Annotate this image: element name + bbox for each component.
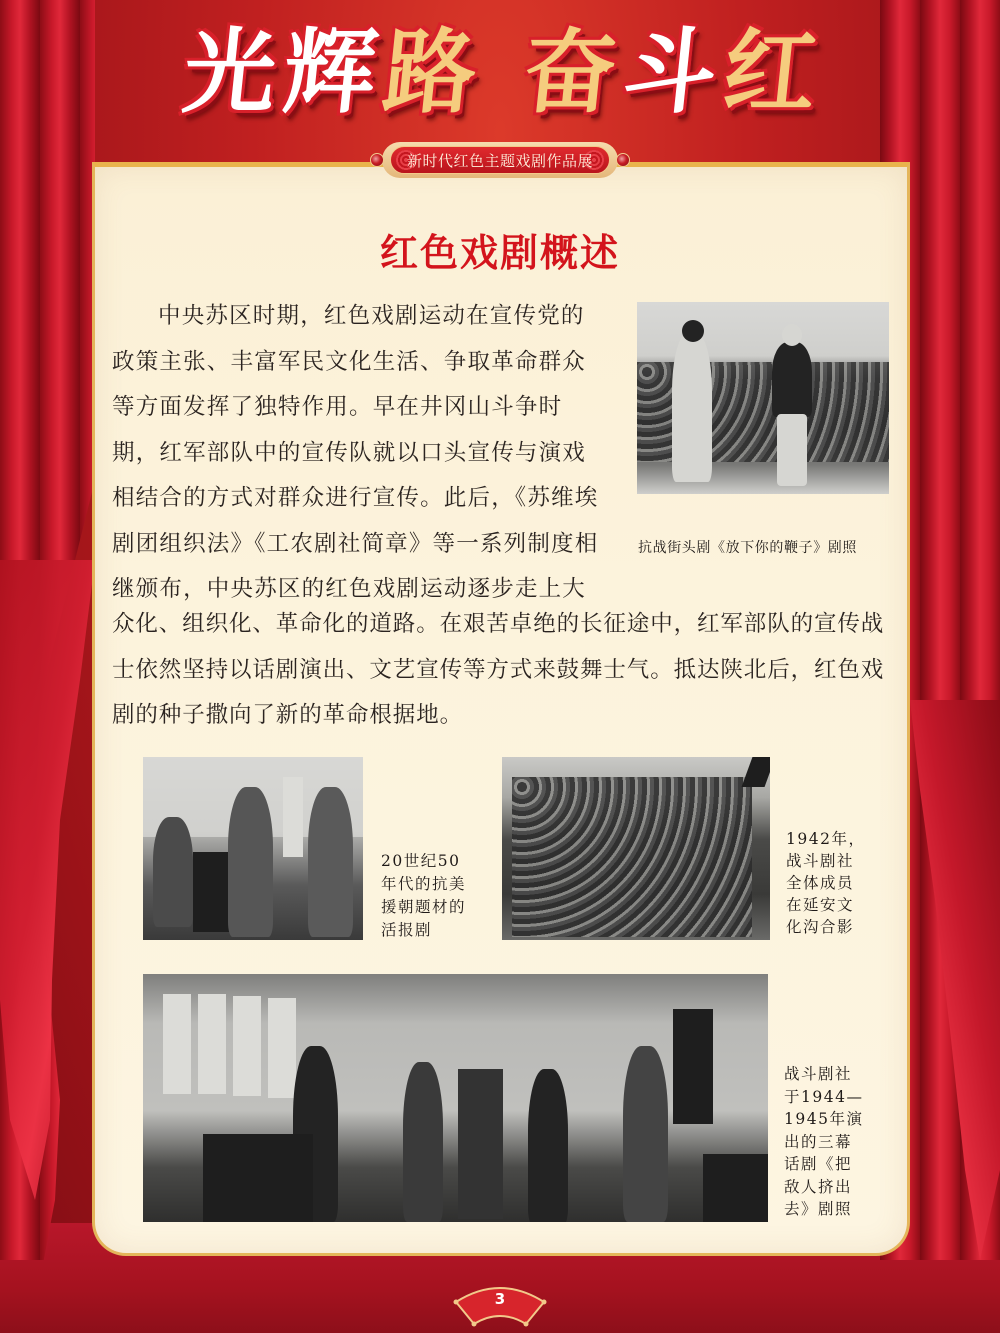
photo-caption: 1942年，战斗剧社全体成员在延安文化沟合影 [786, 830, 866, 936]
photo-street-play [637, 302, 889, 494]
page-title [150, 18, 850, 128]
title-char: 光 [178, 19, 282, 126]
subtitle-ribbon [370, 140, 630, 180]
photo-three-act-play [143, 974, 768, 1222]
title-char: 奋 [518, 19, 622, 126]
ornament-dot-icon [370, 153, 384, 167]
subtitle-text: 新时代红色主题戏剧作品展 [406, 151, 593, 170]
photo-living-newspaper [143, 757, 363, 940]
body-paragraph-bottom: 众化、组织化、革命化的道路。在艰苦卓绝的长征途中，红军部队的宣传战士依然坚持以话剧演出、文艺宣传等方式来鼓舞士气。抵达陕北后，红色戏剧的种子撒向了新的革命根据地。 [112, 611, 885, 728]
title-char: 路 [378, 19, 482, 126]
ornament-dot-icon [616, 153, 630, 167]
section-heading: 红色戏剧概述 [379, 231, 620, 275]
photo-caption: 20世纪50年代的抗美援朝题材的活报剧 [381, 852, 467, 939]
title-char: 辉 [278, 19, 382, 126]
body-paragraph-top: 中央苏区时期，红色戏剧运动在宣传党的政策主张、丰富军民文化生活、争取革命群众等方面发挥了独特作用。早在井冈山斗争时期，红军部队中的宣传队就以口头宣传与演戏相结合的方式对群众进行宣传。此后，《苏维埃剧团组织法》《工农剧社简章》等一系列制度相继颁布，中央苏区的红色戏剧运动逐步走上大 [112, 303, 599, 602]
page-number: 3 [494, 1290, 506, 1308]
title-char: 红 [718, 19, 822, 126]
photo-caption: 抗战街头剧《放下你的鞭子》剧照 [638, 540, 857, 556]
photo-group-1942 [502, 757, 770, 940]
page-number-badge [452, 1278, 548, 1330]
photo-caption: 战斗剧社于1944—1945年演出的三幕话剧《把敌人挤出去》剧照 [784, 1065, 864, 1218]
title-char: 斗 [618, 19, 722, 126]
